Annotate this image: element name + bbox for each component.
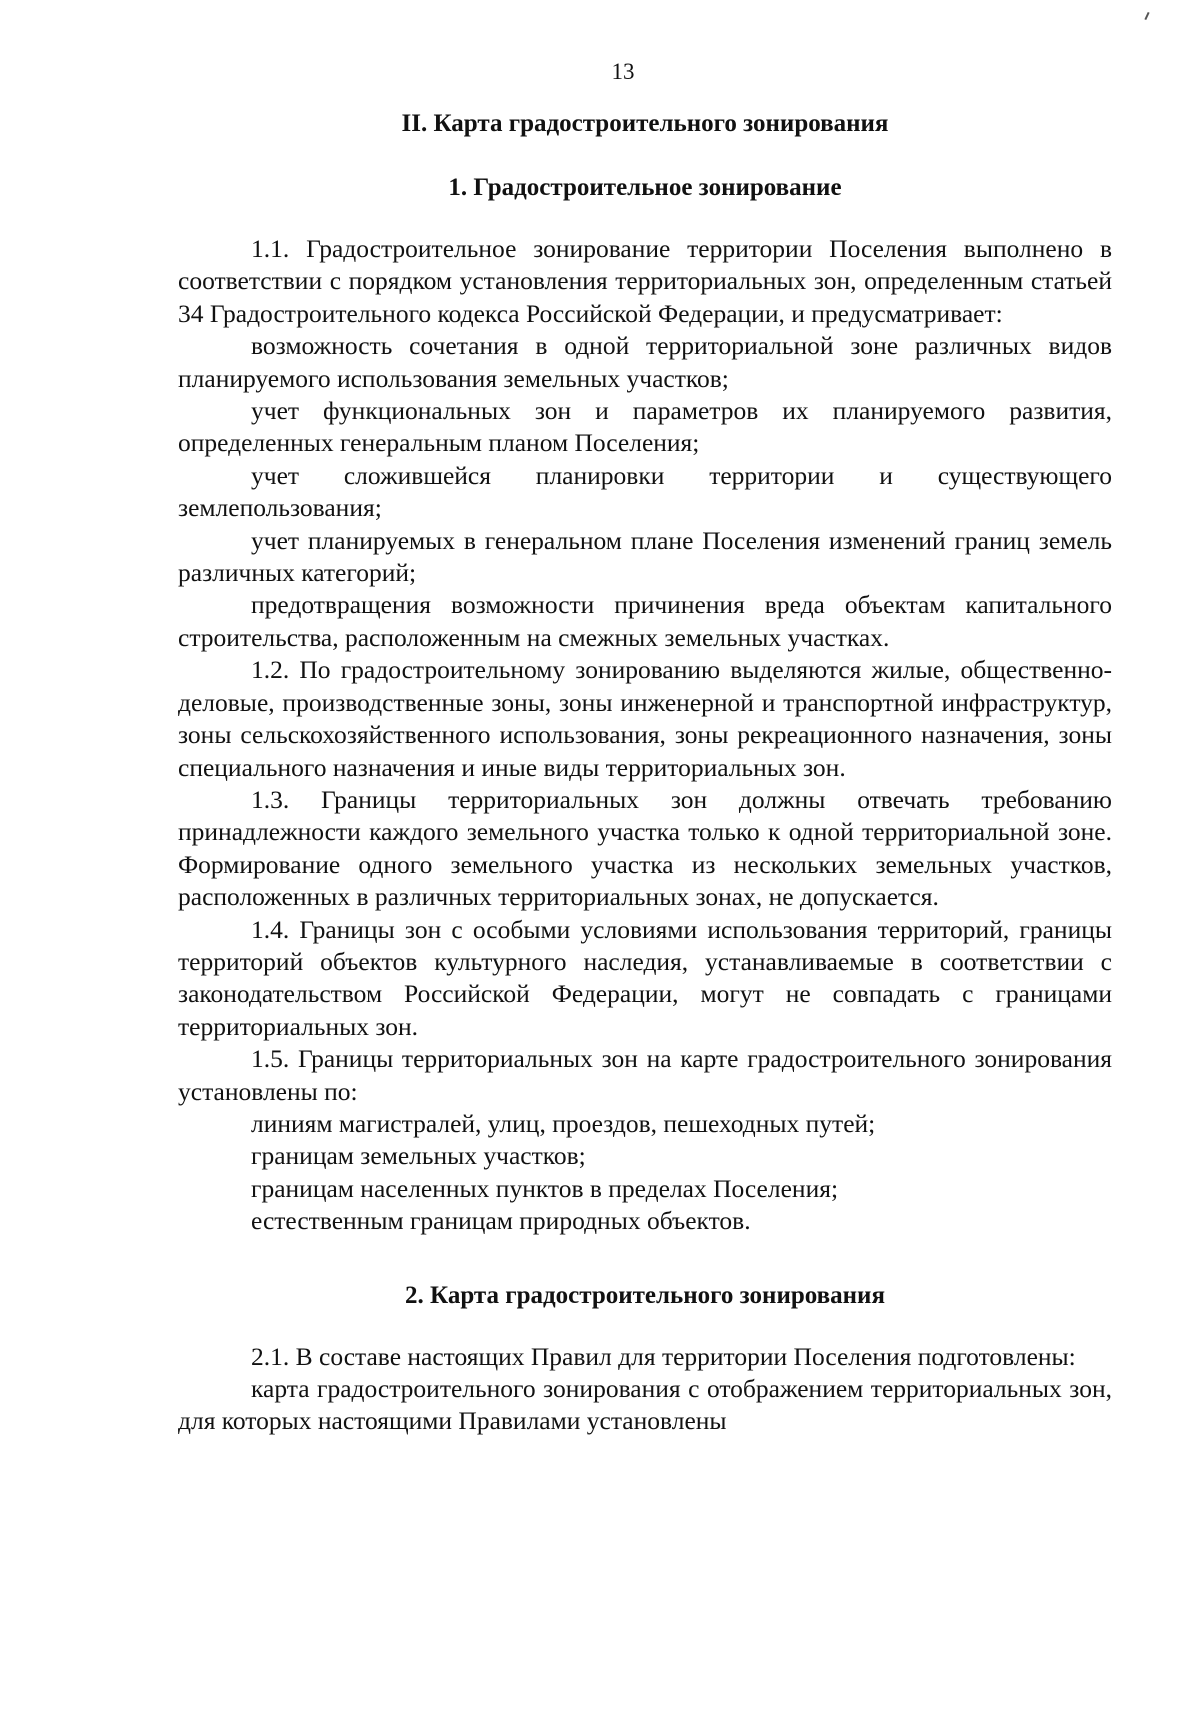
list-item: учет сложившейся планировки территории и существующего землепользования;: [178, 460, 1112, 523]
list-item: карта градостроительного зонирования с отображением территориальных зон, для которых настоящими Правилами установлены: [178, 1374, 1112, 1436]
section-1-title: 1. Градостроительное зонирование: [448, 174, 842, 201]
paragraph-1-4: 1.4. Границы зон с особыми условиями использования территорий, границы территорий объектов культурного наследия, устанавливаемые в соответствии с законодательством Российской Федерации, могут не совпадать с границами территориальных зон.: [178, 914, 1112, 1041]
paragraph-2-1: 2.1. В составе настоящих Правил для территории Поселения подготовлены:: [251, 1341, 1076, 1371]
paragraph-1-2: 1.2. По градостроительному зонированию выделяются жилые, общественно-деловые, производственные зоны, зоны инженерной и транспортной инфраструктур, зоны сельскохозяйственного использования, зоны рекреационного назначения, зоны специального назначения и иные виды территориальных зон.: [178, 655, 1112, 782]
list-item: возможность сочетания в одной территориальной зоне различных видов планируемого использования земельных участков;: [178, 331, 1112, 393]
chapter-title: II. Карта градостроительного зонирования: [401, 110, 889, 137]
list-item: учет планируемых в генеральном плане Поселения изменений границ земель различных категорий;: [178, 525, 1112, 588]
document-page: [178, 52, 1112, 1438]
section-2-body: [178, 1341, 1112, 1438]
section-2-title: 2. Карта градостроительного зонирования: [405, 1281, 885, 1309]
list-item: линиям магистралей, улиц, проездов, пешеходных путей;: [251, 1108, 876, 1138]
list-item: границам населенных пунктов в пределах Поселения;: [251, 1173, 839, 1203]
scan-artifact-mark: [1144, 12, 1149, 20]
paragraph-1-1: 1.1. Градостроительное зонирование территории Поселения выполнено в соответствии с порядком установления территориальных зон, определенным статьей 34 Градостроительного кодекса Российской Федерации, и предусматривает:: [178, 234, 1112, 328]
page-number: 13: [611, 59, 635, 84]
paragraph-1-5: 1.5. Границы территориальных зон на карте градостроительного зонирования установлены по:: [178, 1044, 1112, 1106]
section-1-body: [178, 233, 1112, 1238]
list-item: предотвращения возможности причинения вреда объектам капитального строительства, расположенным на смежных земельных участках.: [178, 590, 1112, 652]
list-item: границам земельных участков;: [251, 1141, 586, 1171]
paragraph-1-3: 1.3. Границы территориальных зон должны отвечать требованию принадлежности каждого земельного участка только к одной территориальной зоне. Формирование одного земельного участка из нескольких земельных участков, расположенных в различных территориальных зонах, не допускается.: [178, 784, 1112, 912]
list-item: учет функциональных зон и параметров их планируемого развития, определенных генеральным планом Поселения;: [178, 396, 1112, 458]
list-item: естественным границам природных объектов.: [251, 1206, 751, 1236]
